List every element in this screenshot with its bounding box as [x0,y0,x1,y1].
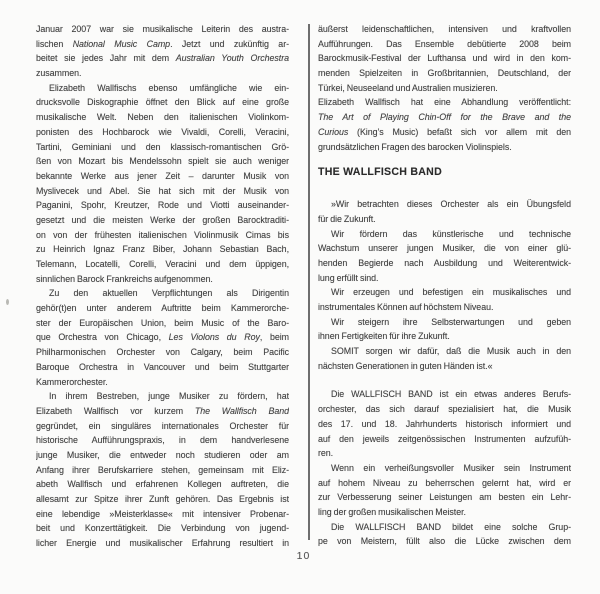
text-line: beitet sie jedes Jahr mit dem Australian Youth Orchestra [36,53,289,64]
text-line: Wir fördern das künstlerische und technische [331,228,571,239]
scan-artifact [6,299,9,305]
text-line: Tartini, Geminiani und den klassisch-romantischen Grö- [36,141,289,152]
text-line: grundsätzlichen Fragen des barocken Violinspiels. [318,141,512,152]
paragraph [318,197,571,226]
text-line: Wenn ein verheißungsvoller Musiker sein Instrument [331,462,571,473]
text-line: ling der großen musikalischen Meister. [318,506,466,517]
text-line: instrumentales Können auf höchstem Niveau. [318,302,494,312]
text-line: gehör(t)en unter anderem Auftritte beim Kammerorche- [36,303,289,314]
text-line: on von der frühesten italienischen Violinmusik Cimas bis [36,229,289,240]
text-line: nächsten Generationen in guten Händen ist.« [318,360,493,371]
text-line: menden Spielzeiten in Großbritannien, Deutschland, der [318,68,571,79]
text-line: licher Energie und musikalischer Erfahrung resultiert in [36,538,289,549]
text-line: zur Verbesserung seiner Leistungen am besten ein Lehr- [318,492,571,503]
paragraph [318,315,571,344]
text-line: Elizabeth Wallfisch hat eine Abhandlung veröffentlicht: [318,97,571,108]
text-line: sinnlichen Barock Frankreichs aufgenommen. [36,273,213,284]
text-line: ihnen Fertigkeiten für ihre Zukunft. [318,331,450,342]
text-line: zu Heinrich Ignaz Franz Biber, Johann Sebastian Bach, [36,244,289,255]
text-line: auf hohem Niveau zu beherrschen gelernt hat, wird er [318,477,571,488]
column-divider-line [308,24,310,540]
text-line: Elizabeth Wallfischs ebenso umfängliche wie ein- [49,82,289,93]
text-line: Kammerorchester. [36,376,108,387]
text-line: Baroque Orchestra in Vancouver und beim Stuttgarter [36,361,289,372]
text-line: Curious (King’s Music) befaßt sich vor allem mit den [318,126,571,137]
text-line: ßen von Mozart bis Mendelssohn spielt sie auch weniger [36,156,289,167]
text-line: pe von Meistern, füllt also die Lücke zwischen dem [318,536,571,547]
text-line: ster der Europäischen Union, beim Music of the Baro- [36,317,289,328]
text-line: äußerst leidenschaftlichen, intensiven und kraftvollen [318,24,571,34]
paragraph-gap [318,180,571,197]
text-line: Telemann, Locatelli, Corelli, Veracini und dem üppigen, [36,259,289,269]
text-line: beit und Konzerttätigkeit. Die Verbindung von jugend- [36,523,289,534]
text-line: für die Zukunft. [318,213,376,224]
text-line: Aufführungen. Das Ensemble debütierte 2008 beim [318,38,571,49]
paragraph [318,95,571,154]
text-line: Die WALLFISCH BAND bildet eine solche Grup- [331,521,571,532]
text-line: The Art of Playing Chin-Off for the Brave and the [318,112,571,123]
text-line: Wachstum unserer jungen Musiker, die von einer glü- [318,243,571,254]
text-line: Myslivecek und Abel. Sie hat sich mit der Musik von [36,185,289,196]
text-line: allesamt zur Spitze ihrer Zunft gehören. Das Ergebnis ist [36,494,289,504]
text-line: junge Musiker, die entweder noch studieren oder am [36,449,289,460]
paragraph [36,389,289,551]
text-line: drucksvolle Diskographie öffnet den Blick auf eine große [36,97,289,108]
text-line: lung erfüllt sind. [318,272,379,283]
text-line: In ihrem Bestreben, junge Musiker zu fördern, hat [49,391,289,402]
text-line: Wir erzeugen und befestigen ein musikalisches und [331,287,571,298]
text-line: Paganini, Spohr, Kreutzer, Rode und Viotti auseinander- [36,200,289,211]
text-line: »Wir betrachten dieses Orchester als ein Übungsfeld [331,199,571,210]
paragraph-gap [318,154,571,164]
paragraph [318,520,571,549]
text-line: lischen National Music Camp. Jetzt und zukünftig ar- [36,38,289,49]
paragraph [318,285,571,314]
paragraph [318,22,571,95]
text-line: zusammen. [36,68,82,79]
text-line: des 17. und 18. Jahrhunderts historisch informiert und [318,418,571,429]
paragraph [318,227,571,286]
text-line: que Orchestra von Chicago, Les Violons du Roy, beim [36,332,289,343]
paragraph [36,286,289,389]
page-number: 10 [296,550,311,562]
text-line: Elizabeth Wallfisch vor kurzem The Wallfisch Band [36,405,289,416]
text-line: eine lebendige »Meisterklasse« mit intensiver Probenar- [36,508,289,519]
text-line: Philharmonischen Orchester von Calgary, beim Pacific [36,347,289,358]
text-line: Anfang ihrer Berufskarriere stehen, gemeinsam mit Eliz- [36,464,289,475]
text-line: henden Begierde nach Ausbildung und Weiterentwick- [318,257,571,268]
text-line: musikalische Welt. Neben den italienischen Violinkom- [36,112,289,123]
paragraph-gap [318,373,571,387]
paragraph [36,81,289,287]
text-line: SOMIT sorgen wir dafür, daß die Musik auch in den [331,346,571,357]
text-column-left [36,22,289,551]
paragraph [318,344,571,373]
text-line: Wir steigern ihre Selbsterwartungen und geben [331,316,571,327]
section-heading: THE WALLFISCH BAND [318,166,442,179]
text-line: bekannte Werke aus jener Zeit – darunter Musik von [36,170,289,181]
text-line: Türkei, Neuseeland und Australien musizieren. [318,82,498,93]
text-line: Januar 2007 war sie musikalische Leiterin des austra- [36,24,289,34]
text-line: historische Aufführungspraxis, in dem handverlesene [36,435,289,446]
paragraph [318,461,571,520]
text-line: abeth Wallfisch und erfahrenen Kollegen auftreten, die [36,479,289,490]
text-column-right [318,22,571,549]
text-line: Barockmusik-Festival der Lufthansa und wird in den kom- [318,53,571,64]
text-line: gesetzt und die meisten Werke der großen Barocktraditi- [36,214,289,225]
text-line: auf den jeweils zeitgenössischen Instrumenten aufzufüh- [318,433,571,444]
text-line: orchester, das sich darauf spezialisiert hat, die Musik [318,404,571,415]
text-line: Die WALLFISCH BAND ist ein etwas anderes Berufs- [331,389,571,400]
paragraph [318,387,571,460]
text-line: Zu den aktuellen Verpflichtungen als Dirigentin [49,288,289,299]
text-line: ponisten des Hochbarock wie Vivaldi, Corelli, Veracini, [36,126,289,137]
paragraph [36,22,289,81]
text-line: ren. [318,448,334,459]
text-line: gegründet, ein singuläres internationales Orchester für [36,420,289,431]
